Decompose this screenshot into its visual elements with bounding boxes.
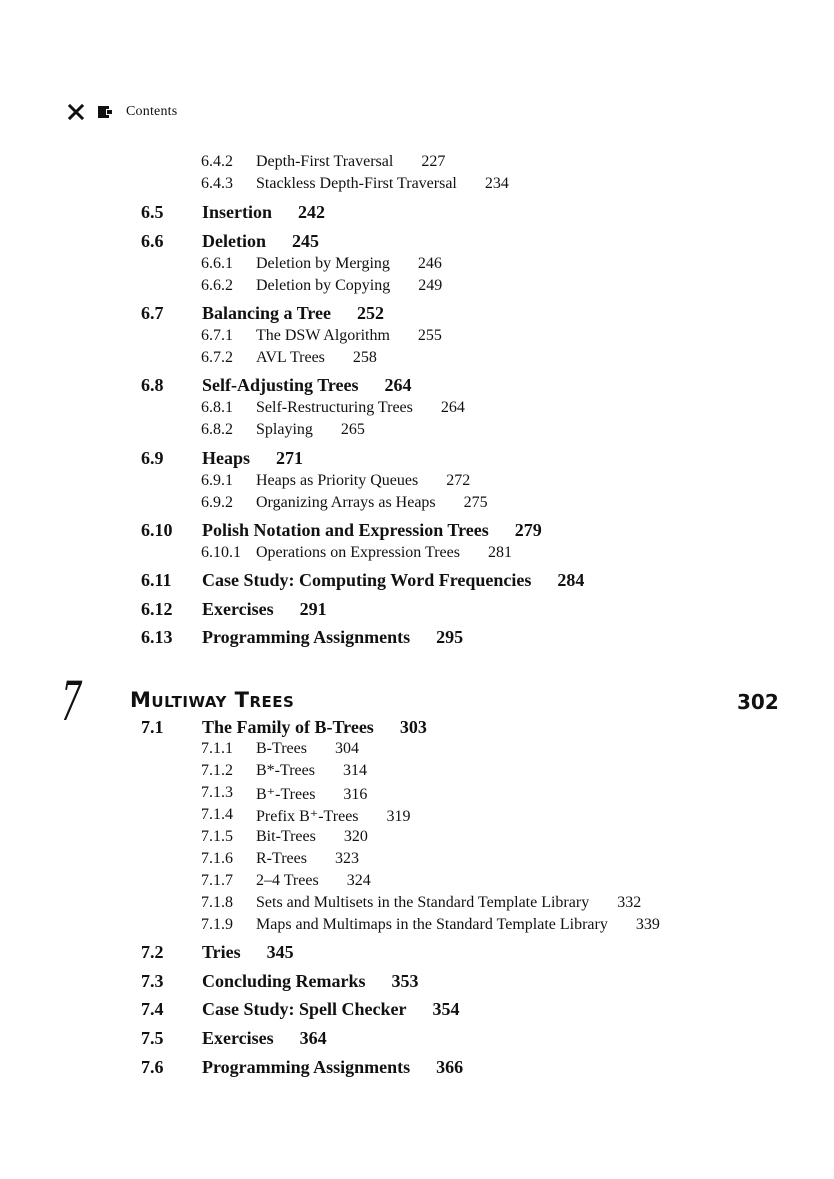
entry-title-text: Balancing a Tree [202, 303, 332, 323]
entry-page-number: 246 [417, 255, 442, 272]
entry-title-text: The Family of B-Trees [202, 717, 374, 737]
entry-title [256, 277, 442, 295]
entry-title [202, 520, 542, 541]
entry-page-number: 295 [436, 627, 464, 647]
entry-title [202, 202, 325, 223]
entry-title [202, 971, 419, 992]
entry-page-number: 324 [346, 872, 371, 889]
entry-number: 6.9.1 [201, 472, 233, 489]
entry-number: 7.2 [141, 942, 164, 962]
entry-number: 6.5 [141, 202, 164, 222]
close-icon [68, 104, 84, 120]
entry-page-number: 281 [487, 544, 512, 561]
entry-title-text: Deletion by Copying [256, 277, 391, 294]
entry-title [256, 740, 359, 758]
entry-title [256, 255, 442, 273]
entry-number: 7.6 [141, 1057, 164, 1077]
entry-page-number: 264 [384, 375, 412, 395]
entry-page-number: 304 [334, 740, 359, 757]
entry-number: 7.5 [141, 1028, 164, 1048]
entry-title [256, 349, 377, 367]
entry-number: 7.1.3 [201, 784, 233, 801]
entry-title-text: Heaps as Priority Queues [256, 472, 419, 489]
entry-title [256, 175, 509, 193]
entry-page-number: 245 [291, 231, 319, 251]
entry-page-number: 366 [436, 1057, 464, 1077]
entry-title [202, 999, 460, 1020]
entry-title-text: Splaying [256, 421, 313, 438]
entry-page-number: 255 [417, 327, 442, 344]
entry-number: 6.6.2 [201, 277, 233, 294]
entry-number: 6.7.1 [201, 327, 233, 344]
entry-number: 6.6.1 [201, 255, 233, 272]
entry-title-text: Tries [202, 942, 241, 962]
entry-title [256, 327, 442, 345]
entry-page-number: 316 [343, 786, 368, 803]
entry-page-number: 264 [440, 399, 465, 416]
entry-title [202, 717, 427, 738]
entry-number: 6.10.1 [201, 544, 241, 561]
entry-title-text: Polish Notation and Expression Trees [202, 520, 489, 540]
entry-title-text: Case Study: Computing Word Frequencies [202, 570, 532, 590]
entry-title [202, 303, 384, 324]
entry-number: 7.1.2 [201, 762, 233, 779]
entry-title-text: Case Study: Spell Checker [202, 999, 407, 1019]
entry-page-number: 303 [399, 717, 427, 737]
entry-page-number: 252 [357, 303, 385, 323]
entry-page-number: 339 [635, 916, 660, 933]
entry-number: 7.1 [141, 717, 164, 737]
entry-page-number: 320 [343, 828, 368, 845]
entry-page-number: 353 [391, 971, 419, 991]
entry-title [202, 1028, 327, 1049]
entry-page-number: 227 [421, 153, 446, 170]
entry-number: 7.1.4 [201, 806, 233, 823]
entry-title [256, 850, 359, 868]
entry-title-text: Exercises [202, 599, 274, 619]
entry-number: 6.4.2 [201, 153, 233, 170]
entry-title [256, 762, 367, 780]
entry-title-text: Sets and Multisets in the Standard Template Library [256, 894, 590, 911]
entry-number: 6.12 [141, 599, 173, 619]
entry-number: 6.7 [141, 303, 164, 323]
entry-title-text: Organizing Arrays as Heaps [256, 494, 436, 511]
entry-title [256, 153, 445, 171]
entry-title [202, 627, 463, 648]
entry-page-number: 272 [446, 472, 471, 489]
entry-title-text: The DSW Algorithm [256, 327, 390, 344]
entry-title-text: Bit-Trees [256, 828, 316, 845]
entry-title [256, 872, 371, 890]
entry-number: 6.11 [141, 570, 172, 590]
entry-title [202, 942, 294, 963]
entry-page-number: 314 [342, 762, 367, 779]
entry-number: 6.9.2 [201, 494, 233, 511]
entry-title-text: AVL Trees [256, 349, 325, 366]
entry-title [256, 916, 660, 934]
entry-title [256, 421, 365, 439]
entry-title-text: Concluding Remarks [202, 971, 366, 991]
entry-title-text: Self-Adjusting Trees [202, 375, 359, 395]
chapter-title: Multiway Trees [130, 688, 295, 712]
entry-title-text: B-Trees [256, 740, 307, 757]
entry-title-text: Deletion [202, 231, 266, 251]
entry-title [202, 448, 303, 469]
entry-page-number: 234 [484, 175, 509, 192]
entry-title [256, 828, 368, 846]
entry-number: 7.1.9 [201, 916, 233, 933]
entry-page-number: 354 [432, 999, 460, 1019]
chapter-page-number: 302 [737, 690, 779, 714]
entry-title-text: Self-Restructuring Trees [256, 399, 413, 416]
entry-title [256, 894, 641, 912]
entry-title-text: Deletion by Merging [256, 255, 390, 272]
entry-title-text: 2–4 Trees [256, 872, 319, 889]
entry-number: 6.6 [141, 231, 164, 251]
book-icon [98, 106, 112, 118]
entry-number: 6.9 [141, 448, 164, 468]
entry-number: 6.10 [141, 520, 173, 540]
entry-title-text: Programming Assignments [202, 627, 411, 647]
entry-title-text: Maps and Multimaps in the Standard Template Library [256, 916, 608, 933]
entry-title [202, 231, 319, 252]
entry-title-text: Prefix B⁺-Trees [256, 808, 359, 825]
entry-page-number: 258 [352, 349, 377, 366]
entry-title [202, 1057, 463, 1078]
entry-page-number: 242 [298, 202, 326, 222]
page-header [68, 102, 177, 122]
entry-page-number: 284 [557, 570, 585, 590]
entry-page-number: 323 [334, 850, 359, 867]
header-title: Contents [126, 104, 178, 119]
entry-title-text: Insertion [202, 202, 273, 222]
entry-title-text: Operations on Expression Trees [256, 544, 460, 561]
entry-number: 7.1.5 [201, 828, 233, 845]
entry-number: 6.8 [141, 375, 164, 395]
entry-title-text: Stackless Depth-First Traversal [256, 175, 457, 192]
entry-page-number: 265 [340, 421, 365, 438]
entry-number: 7.1.8 [201, 894, 233, 911]
entry-number: 7.1.1 [201, 740, 233, 757]
chapter-number: 7 [54, 670, 87, 733]
entry-title-text: Depth-First Traversal [256, 153, 394, 170]
entry-title-text: Programming Assignments [202, 1057, 411, 1077]
entry-title-text: Exercises [202, 1028, 274, 1048]
entry-page-number: 364 [299, 1028, 327, 1048]
entry-page-number: 275 [463, 494, 488, 511]
entry-title-text: B*-Trees [256, 762, 315, 779]
entry-number: 6.13 [141, 627, 173, 647]
entry-title [202, 375, 412, 396]
entry-page-number: 319 [386, 808, 411, 825]
entry-page-number: 279 [514, 520, 542, 540]
entry-page-number: 249 [418, 277, 443, 294]
entry-number: 7.4 [141, 999, 164, 1019]
entry-number: 6.8.2 [201, 421, 233, 438]
entry-number: 7.1.6 [201, 850, 233, 867]
entry-title [256, 399, 465, 417]
entry-title [256, 806, 411, 826]
entry-page-number: 332 [617, 894, 642, 911]
entry-title [256, 544, 512, 562]
entry-number: 6.7.2 [201, 349, 233, 366]
entry-title-text: B⁺-Trees [256, 786, 316, 803]
entry-number: 7.1.7 [201, 872, 233, 889]
entry-title [202, 599, 327, 620]
entry-number: 6.8.1 [201, 399, 233, 416]
entry-title [256, 494, 488, 512]
entry-page-number: 345 [266, 942, 294, 962]
entry-title-text: R-Trees [256, 850, 307, 867]
entry-number: 7.3 [141, 971, 164, 991]
entry-title-text: Heaps [202, 448, 251, 468]
entry-title [202, 570, 584, 591]
entry-page-number: 291 [299, 599, 327, 619]
entry-title [256, 472, 470, 490]
entry-number: 6.4.3 [201, 175, 233, 192]
entry-title [256, 784, 367, 804]
entry-page-number: 271 [276, 448, 304, 468]
